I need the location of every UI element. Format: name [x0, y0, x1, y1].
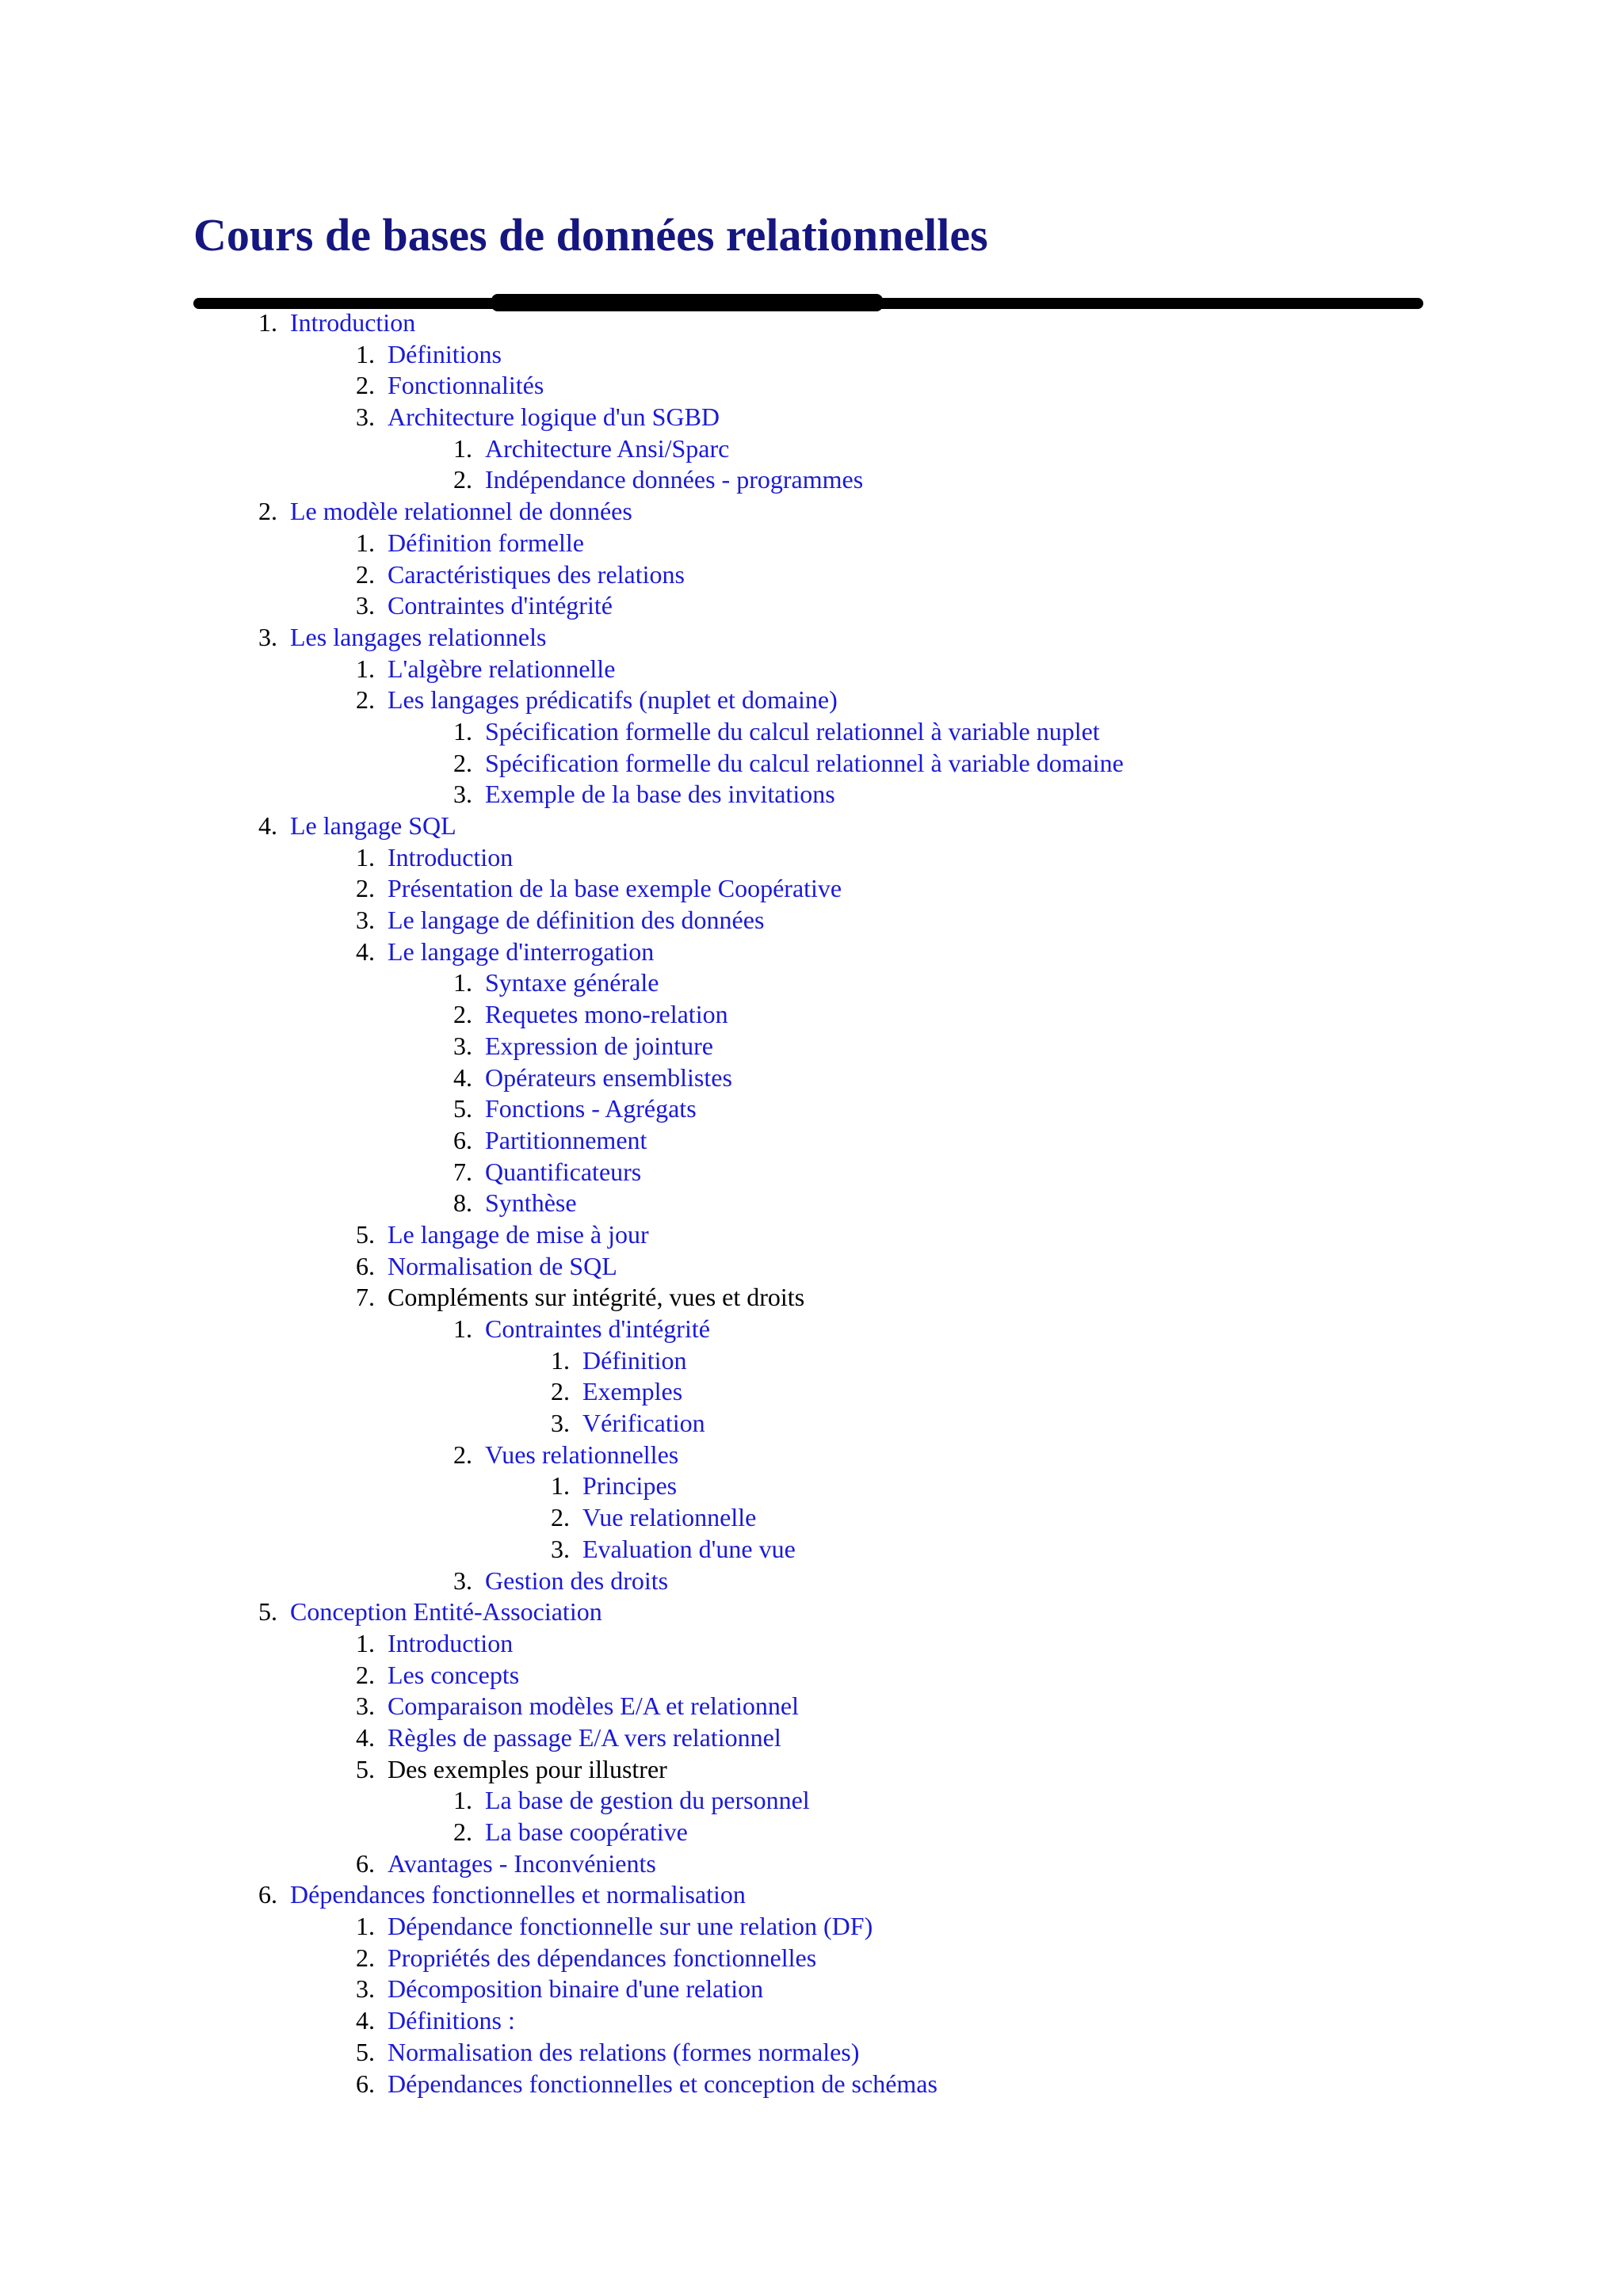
toc-link[interactable]: Vérification: [582, 1409, 705, 1438]
toc-item[interactable]: [0, 810, 1623, 842]
toc-link[interactable]: Définitions: [388, 339, 502, 368]
toc-link[interactable]: Syntaxe générale: [485, 968, 659, 997]
toc-item-number: 3.: [551, 1409, 570, 1438]
toc-item-number: 6.: [258, 1880, 277, 1909]
toc-item-number: 5.: [356, 1754, 375, 1783]
toc-item-number: 5.: [356, 1219, 375, 1249]
toc-link[interactable]: L'algèbre relationnelle: [388, 654, 616, 683]
toc-item[interactable]: [0, 1943, 1623, 1974]
toc-item-number: 3.: [453, 780, 472, 809]
toc-item-number: 2.: [453, 1000, 472, 1029]
toc-item-number: 7.: [453, 1157, 472, 1186]
toc-link[interactable]: Quantificateurs: [485, 1157, 642, 1186]
toc-item[interactable]: [0, 779, 1623, 810]
toc-link[interactable]: Fonctions - Agrégats: [485, 1094, 697, 1123]
toc-item-number: 1.: [356, 528, 375, 557]
toc-item: [0, 1754, 1623, 1786]
toc-item-number: 2.: [356, 874, 375, 903]
toc-heading: Compléments sur intégrité, vues et droits: [388, 1283, 805, 1312]
toc-link[interactable]: Exemple de la base des invitations: [485, 780, 835, 809]
toc-link[interactable]: Spécification formelle du calcul relationnel à variable nuplet: [485, 716, 1100, 746]
toc-link[interactable]: La base de gestion du personnel: [485, 1786, 810, 1815]
toc-item[interactable]: [0, 1219, 1623, 1251]
toc-item[interactable]: [0, 716, 1623, 748]
toc-link[interactable]: Contraintes d'intégrité: [485, 1314, 710, 1343]
toc-item-number: 8.: [453, 1188, 472, 1218]
toc-link[interactable]: Introduction: [388, 1628, 514, 1657]
toc-link[interactable]: Expression de jointure: [485, 1031, 713, 1060]
toc-item-number: 4.: [258, 811, 277, 840]
toc-item-number: 1.: [356, 842, 375, 871]
toc-item-number: 2.: [453, 1440, 472, 1469]
toc-link[interactable]: Evaluation d'une vue: [582, 1534, 796, 1563]
toc-link[interactable]: Architecture Ansi/Sparc: [485, 433, 730, 463]
toc-item-number: 6.: [453, 1125, 472, 1154]
toc-item[interactable]: [0, 1125, 1623, 1157]
toc-item-number: 5.: [453, 1094, 472, 1123]
toc-item-number: 3.: [356, 1974, 375, 2004]
toc-item[interactable]: [0, 1376, 1623, 1408]
toc-item[interactable]: [0, 873, 1623, 905]
toc-link[interactable]: Indépendance données - programmes: [485, 465, 864, 494]
page-title: Cours de bases de données relationnelles: [193, 209, 988, 261]
toc-item[interactable]: [0, 1879, 1623, 1911]
toc-item-number: 2.: [551, 1377, 570, 1406]
toc-item[interactable]: [0, 967, 1623, 999]
toc-item-number: 3.: [356, 906, 375, 935]
toc-item: [0, 1282, 1623, 1314]
toc-item-number: 5.: [258, 1597, 277, 1627]
toc-link[interactable]: Introduction: [388, 842, 514, 871]
toc-link[interactable]: Requetes mono-relation: [485, 1000, 728, 1029]
toc-link[interactable]: Le langage d'interrogation: [388, 936, 655, 966]
toc-link[interactable]: Les langages prédicatifs (nuplet et domaine): [388, 685, 838, 715]
toc-link[interactable]: Les langages relationnels: [290, 622, 547, 651]
toc-item-number: 1.: [453, 1786, 472, 1815]
toc-item[interactable]: [0, 496, 1623, 528]
toc-link[interactable]: Définition formelle: [388, 528, 584, 557]
toc-link[interactable]: Principes: [582, 1471, 678, 1501]
toc-item-number: 1.: [356, 339, 375, 368]
toc-item[interactable]: [0, 464, 1623, 496]
toc-item-number: 3.: [356, 591, 375, 620]
toc-item[interactable]: [0, 1566, 1623, 1597]
toc-item[interactable]: [0, 528, 1623, 559]
toc-item[interactable]: [0, 1785, 1623, 1817]
toc-item-number: 2.: [453, 748, 472, 777]
toc-item[interactable]: [0, 339, 1623, 371]
toc-link[interactable]: Normalisation des relations (formes normales): [388, 2037, 860, 2066]
toc-link[interactable]: Fonctionnalités: [388, 371, 544, 400]
toc-item-number: 3.: [258, 622, 277, 651]
toc-item-number: 2.: [356, 1660, 375, 1689]
toc-item-number: 1.: [551, 1471, 570, 1501]
toc-link[interactable]: Dépendances fonctionnelles et normalisation: [290, 1880, 746, 1909]
toc-item[interactable]: [0, 842, 1623, 874]
toc-item[interactable]: [0, 936, 1623, 968]
toc-item[interactable]: [0, 1502, 1623, 1534]
toc-item-number: 2.: [551, 1503, 570, 1532]
toc-item[interactable]: [0, 654, 1623, 685]
toc-link[interactable]: Propriétés des dépendances fonctionnelles: [388, 1943, 817, 1972]
toc-item-number: 2.: [453, 1817, 472, 1846]
toc-item-number: 4.: [356, 1722, 375, 1752]
toc-link[interactable]: Contraintes d'intégrité: [388, 591, 613, 620]
table-of-contents: [0, 307, 1623, 2100]
toc-item-number: 1.: [356, 1912, 375, 1941]
toc-link[interactable]: Gestion des droits: [485, 1566, 669, 1595]
toc-link[interactable]: Dépendance fonctionnelle sur une relation (DF): [388, 1912, 873, 1941]
toc-item[interactable]: [0, 1691, 1623, 1722]
toc-link[interactable]: Avantages - Inconvénients: [388, 1848, 656, 1878]
toc-item-number: 3.: [551, 1534, 570, 1563]
toc-item-number: 2.: [356, 559, 375, 589]
toc-link[interactable]: Règles de passage E/A vers relationnel: [388, 1722, 781, 1752]
toc-item[interactable]: [0, 1062, 1623, 1094]
toc-item[interactable]: [0, 1314, 1623, 1345]
toc-item[interactable]: [0, 1188, 1623, 1219]
toc-item-number: 1.: [356, 654, 375, 683]
toc-link[interactable]: Le langage de mise à jour: [388, 1219, 649, 1249]
toc-item-number: 1.: [453, 716, 472, 746]
toc-item[interactable]: [0, 559, 1623, 591]
toc-link[interactable]: Partitionnement: [485, 1125, 647, 1154]
toc-item[interactable]: [0, 685, 1623, 716]
toc-link[interactable]: Les concepts: [388, 1660, 520, 1689]
toc-link[interactable]: Spécification formelle du calcul relationnel à variable domaine: [485, 748, 1124, 777]
toc-item[interactable]: [0, 1534, 1623, 1566]
toc-item-number: 2.: [258, 497, 277, 526]
toc-link[interactable]: Le modèle relationnel de données: [290, 497, 632, 526]
toc-item[interactable]: [0, 1157, 1623, 1188]
toc-item-number: 2.: [356, 1943, 375, 1972]
toc-link[interactable]: Définition: [582, 1345, 687, 1375]
toc-link[interactable]: Le langage de définition des données: [388, 906, 765, 935]
toc-item-number: 4.: [356, 2006, 375, 2035]
toc-item-number: 6.: [356, 1848, 375, 1878]
toc-item-number: 7.: [356, 1283, 375, 1312]
toc-link[interactable]: Exemples: [582, 1377, 683, 1406]
toc-item-number: 3.: [356, 402, 375, 432]
toc-link[interactable]: Normalisation de SQL: [388, 1251, 617, 1280]
toc-link[interactable]: La base coopérative: [485, 1817, 688, 1846]
toc-item-number: 6.: [356, 1251, 375, 1280]
toc-item[interactable]: [0, 622, 1623, 654]
toc-item[interactable]: [0, 1848, 1623, 1880]
toc-link[interactable]: Le langage SQL: [290, 811, 456, 840]
toc-item-number: 1.: [453, 968, 472, 997]
toc-item[interactable]: [0, 1596, 1623, 1628]
toc-item[interactable]: [0, 433, 1623, 465]
toc-link[interactable]: Introduction: [290, 308, 416, 337]
toc-item[interactable]: [0, 1628, 1623, 1660]
toc-link[interactable]: Vue relationnelle: [582, 1503, 757, 1532]
toc-link[interactable]: Définitions :: [388, 2006, 515, 2035]
toc-link[interactable]: Présentation de la base exemple Coopérative: [388, 874, 842, 903]
toc-item-number: 4.: [453, 1062, 472, 1092]
toc-item[interactable]: [0, 1251, 1623, 1283]
toc-heading: Des exemples pour illustrer: [388, 1754, 667, 1783]
toc-item[interactable]: [0, 905, 1623, 936]
toc-item[interactable]: [0, 1440, 1623, 1471]
toc-item[interactable]: [0, 1911, 1623, 1943]
toc-item-number: 2.: [356, 371, 375, 400]
toc-item[interactable]: [0, 1093, 1623, 1125]
toc-item[interactable]: [0, 1660, 1623, 1691]
toc-item[interactable]: [0, 2005, 1623, 2037]
toc-item-number: 4.: [356, 936, 375, 966]
toc-item[interactable]: [0, 1345, 1623, 1377]
toc-link[interactable]: Architecture logique d'un SGBD: [388, 402, 720, 432]
toc-item[interactable]: [0, 1722, 1623, 1754]
toc-item-number: 1.: [356, 1628, 375, 1657]
toc-link[interactable]: Caractéristiques des relations: [388, 559, 685, 589]
toc-item[interactable]: [0, 590, 1623, 622]
toc-item-number: 1.: [453, 1314, 472, 1343]
toc-item[interactable]: [0, 999, 1623, 1031]
toc-item-number: 1.: [453, 433, 472, 463]
toc-item[interactable]: [0, 2037, 1623, 2069]
toc-link[interactable]: Dépendances fonctionnelles et conception de schémas: [388, 2069, 938, 2098]
toc-item[interactable]: [0, 1974, 1623, 2005]
toc-link[interactable]: Comparaison modèles E/A et relationnel: [388, 1691, 799, 1721]
toc-link[interactable]: Vues relationnelles: [485, 1440, 679, 1469]
toc-item[interactable]: [0, 1817, 1623, 1848]
toc-item-number: 2.: [453, 465, 472, 494]
toc-item[interactable]: [0, 402, 1623, 433]
toc-link[interactable]: Synthèse: [485, 1188, 577, 1218]
toc-item-number: 3.: [453, 1566, 472, 1595]
toc-link[interactable]: Opérateurs ensemblistes: [485, 1062, 732, 1092]
toc-link[interactable]: Décomposition binaire d'une relation: [388, 1974, 764, 2004]
toc-item[interactable]: [0, 2069, 1623, 2100]
toc-item[interactable]: [0, 370, 1623, 402]
toc-item-number: 3.: [356, 1691, 375, 1721]
toc-item-number: 3.: [453, 1031, 472, 1060]
toc-link[interactable]: Conception Entité-Association: [290, 1597, 602, 1627]
toc-item[interactable]: [0, 1031, 1623, 1062]
toc-item-number: 2.: [356, 685, 375, 715]
toc-item-number: 1.: [551, 1345, 570, 1375]
toc-item[interactable]: [0, 748, 1623, 780]
toc-item[interactable]: [0, 307, 1623, 339]
toc-item-number: 1.: [258, 308, 277, 337]
toc-item[interactable]: [0, 1408, 1623, 1440]
toc-item-number: 5.: [356, 2037, 375, 2066]
toc-item[interactable]: [0, 1470, 1623, 1502]
toc-item-number: 6.: [356, 2069, 375, 2098]
